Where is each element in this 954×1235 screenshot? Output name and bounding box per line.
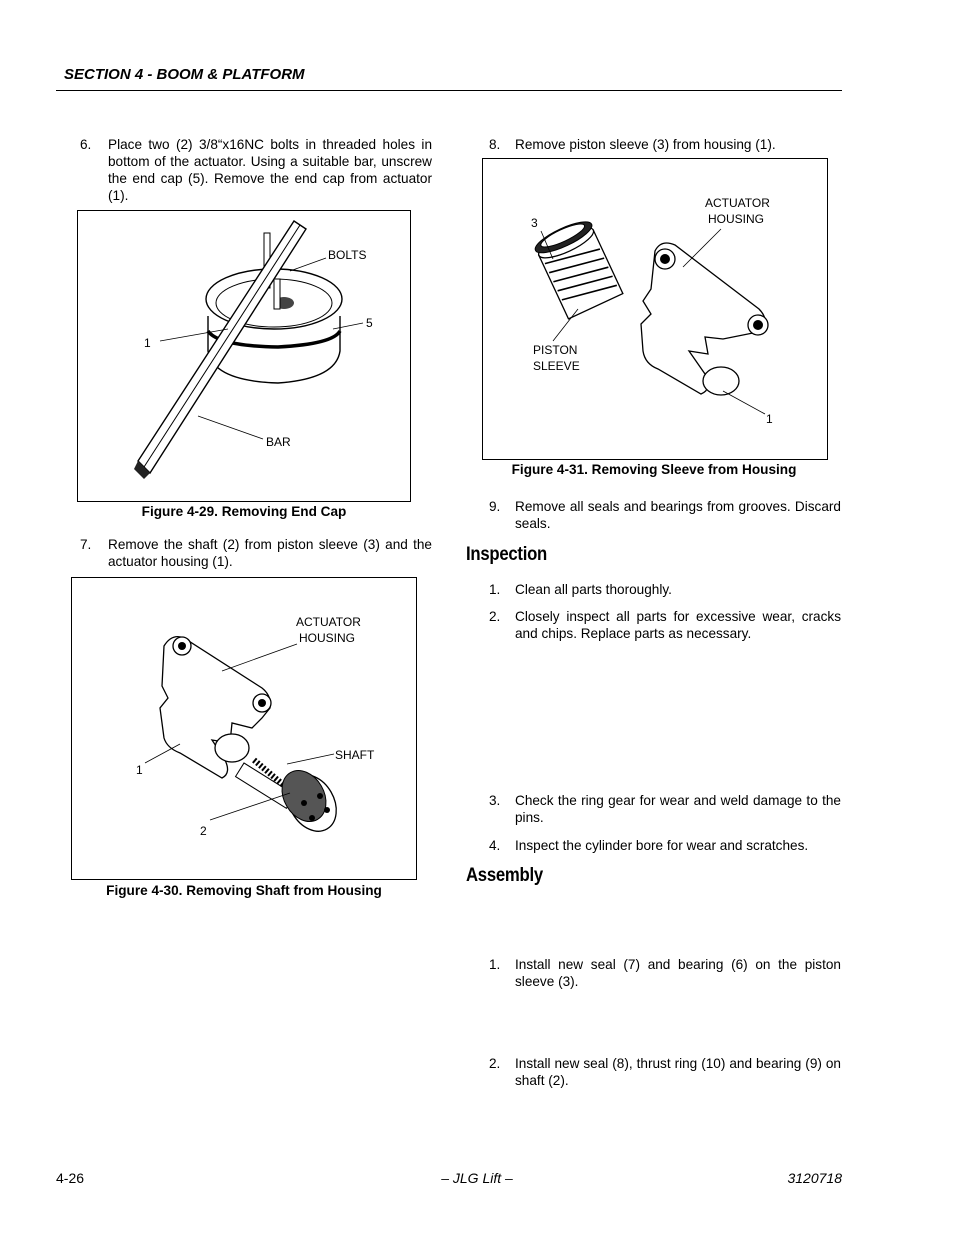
- fig31-label-3: 3: [531, 216, 538, 230]
- fig29-label-5: 5: [366, 316, 373, 330]
- fig29-label-bolts: BOLTS: [328, 248, 367, 262]
- step-6: [80, 136, 432, 206]
- fig29-label-bar: BAR: [266, 435, 291, 449]
- step-number: 2.: [489, 1056, 501, 1071]
- figure-4-29-caption: Figure 4-29. Removing End Cap: [141, 504, 347, 519]
- assembly-item-1: [489, 956, 841, 992]
- step-number: 6.: [80, 137, 92, 152]
- fig29-label-1: 1: [144, 336, 151, 350]
- inspection-item-3: [489, 792, 841, 828]
- step-text: Remove the shaft (2) from piston sleeve (3) and the actuator housing (1).: [108, 537, 432, 569]
- fig30-label-2: 2: [200, 824, 207, 838]
- step-text: Inspect the cylinder bore for wear and scratches.: [515, 838, 809, 853]
- assembly-heading: Assembly: [466, 865, 543, 886]
- fig30-label-shaft: SHAFT: [335, 748, 375, 762]
- step-number: 8.: [489, 137, 501, 152]
- step-text: Place two (2) 3/8“x16NC bolts in threaded holes in bottom of the actuator. Using a suitable bar, unscrew the end cap (5). Remove the end cap from actuator (1).: [108, 137, 432, 203]
- inspection-item-1: [489, 581, 841, 599]
- step-number: 3.: [489, 793, 501, 808]
- inspection-heading: Inspection: [466, 544, 547, 565]
- figure-4-31: [482, 158, 828, 460]
- step-7: [80, 536, 432, 572]
- footer-center: – JLG Lift –: [441, 1170, 513, 1186]
- step-text: Remove piston sleeve (3) from housing (1).: [515, 137, 776, 152]
- step-number: 1.: [489, 582, 501, 597]
- header-rule: [56, 90, 842, 91]
- figure-4-29: [77, 210, 411, 502]
- step-text: Check the ring gear for wear and weld damage to the pins.: [515, 793, 841, 825]
- section-header: SECTION 4 - BOOM & PLATFORM: [64, 66, 305, 83]
- step-number: 9.: [489, 499, 501, 514]
- fig31-label-sleeve: SLEEVE: [533, 359, 580, 373]
- step-number: 4.: [489, 838, 501, 853]
- figure-4-30-caption: Figure 4-30. Removing Shaft from Housing: [106, 883, 382, 898]
- fig31-label-1: 1: [766, 412, 773, 426]
- fig31-label-piston: PISTON: [533, 343, 578, 357]
- document-number: 3120718: [787, 1170, 842, 1186]
- fig30-label-1: 1: [136, 763, 143, 777]
- step-number: 2.: [489, 609, 501, 624]
- fig31-label-housing: HOUSING: [708, 212, 765, 226]
- inspection-item-2: [489, 608, 841, 644]
- step-9: [489, 498, 841, 534]
- figure-4-30: [71, 577, 417, 880]
- shaft-illustration: [72, 578, 416, 879]
- fig30-label-actuator: ACTUATOR: [296, 615, 361, 629]
- fig31-label-actuator: ACTUATOR: [705, 196, 770, 210]
- step-text: Clean all parts thoroughly.: [515, 582, 672, 597]
- step-text: Install new seal (8), thrust ring (10) and bearing (9) on shaft (2).: [515, 1056, 841, 1088]
- end-cap-illustration: [78, 211, 410, 501]
- step-8: [489, 136, 841, 154]
- step-text: Install new seal (7) and bearing (6) on the piston sleeve (3).: [515, 957, 841, 989]
- fig30-label-housing: HOUSING: [299, 631, 356, 645]
- step-text: Remove all seals and bearings from grooves. Discard seals.: [515, 499, 841, 531]
- step-number: 7.: [80, 537, 92, 552]
- step-text: Closely inspect all parts for excessive wear, cracks and chips. Replace parts as necessary.: [515, 609, 841, 641]
- page-number: 4-26: [56, 1170, 85, 1186]
- assembly-item-2: [489, 1055, 841, 1091]
- step-number: 1.: [489, 957, 501, 972]
- figure-4-31-caption: Figure 4-31. Removing Sleeve from Housing: [511, 462, 797, 477]
- sleeve-illustration: [483, 159, 827, 459]
- inspection-item-4: [489, 837, 841, 855]
